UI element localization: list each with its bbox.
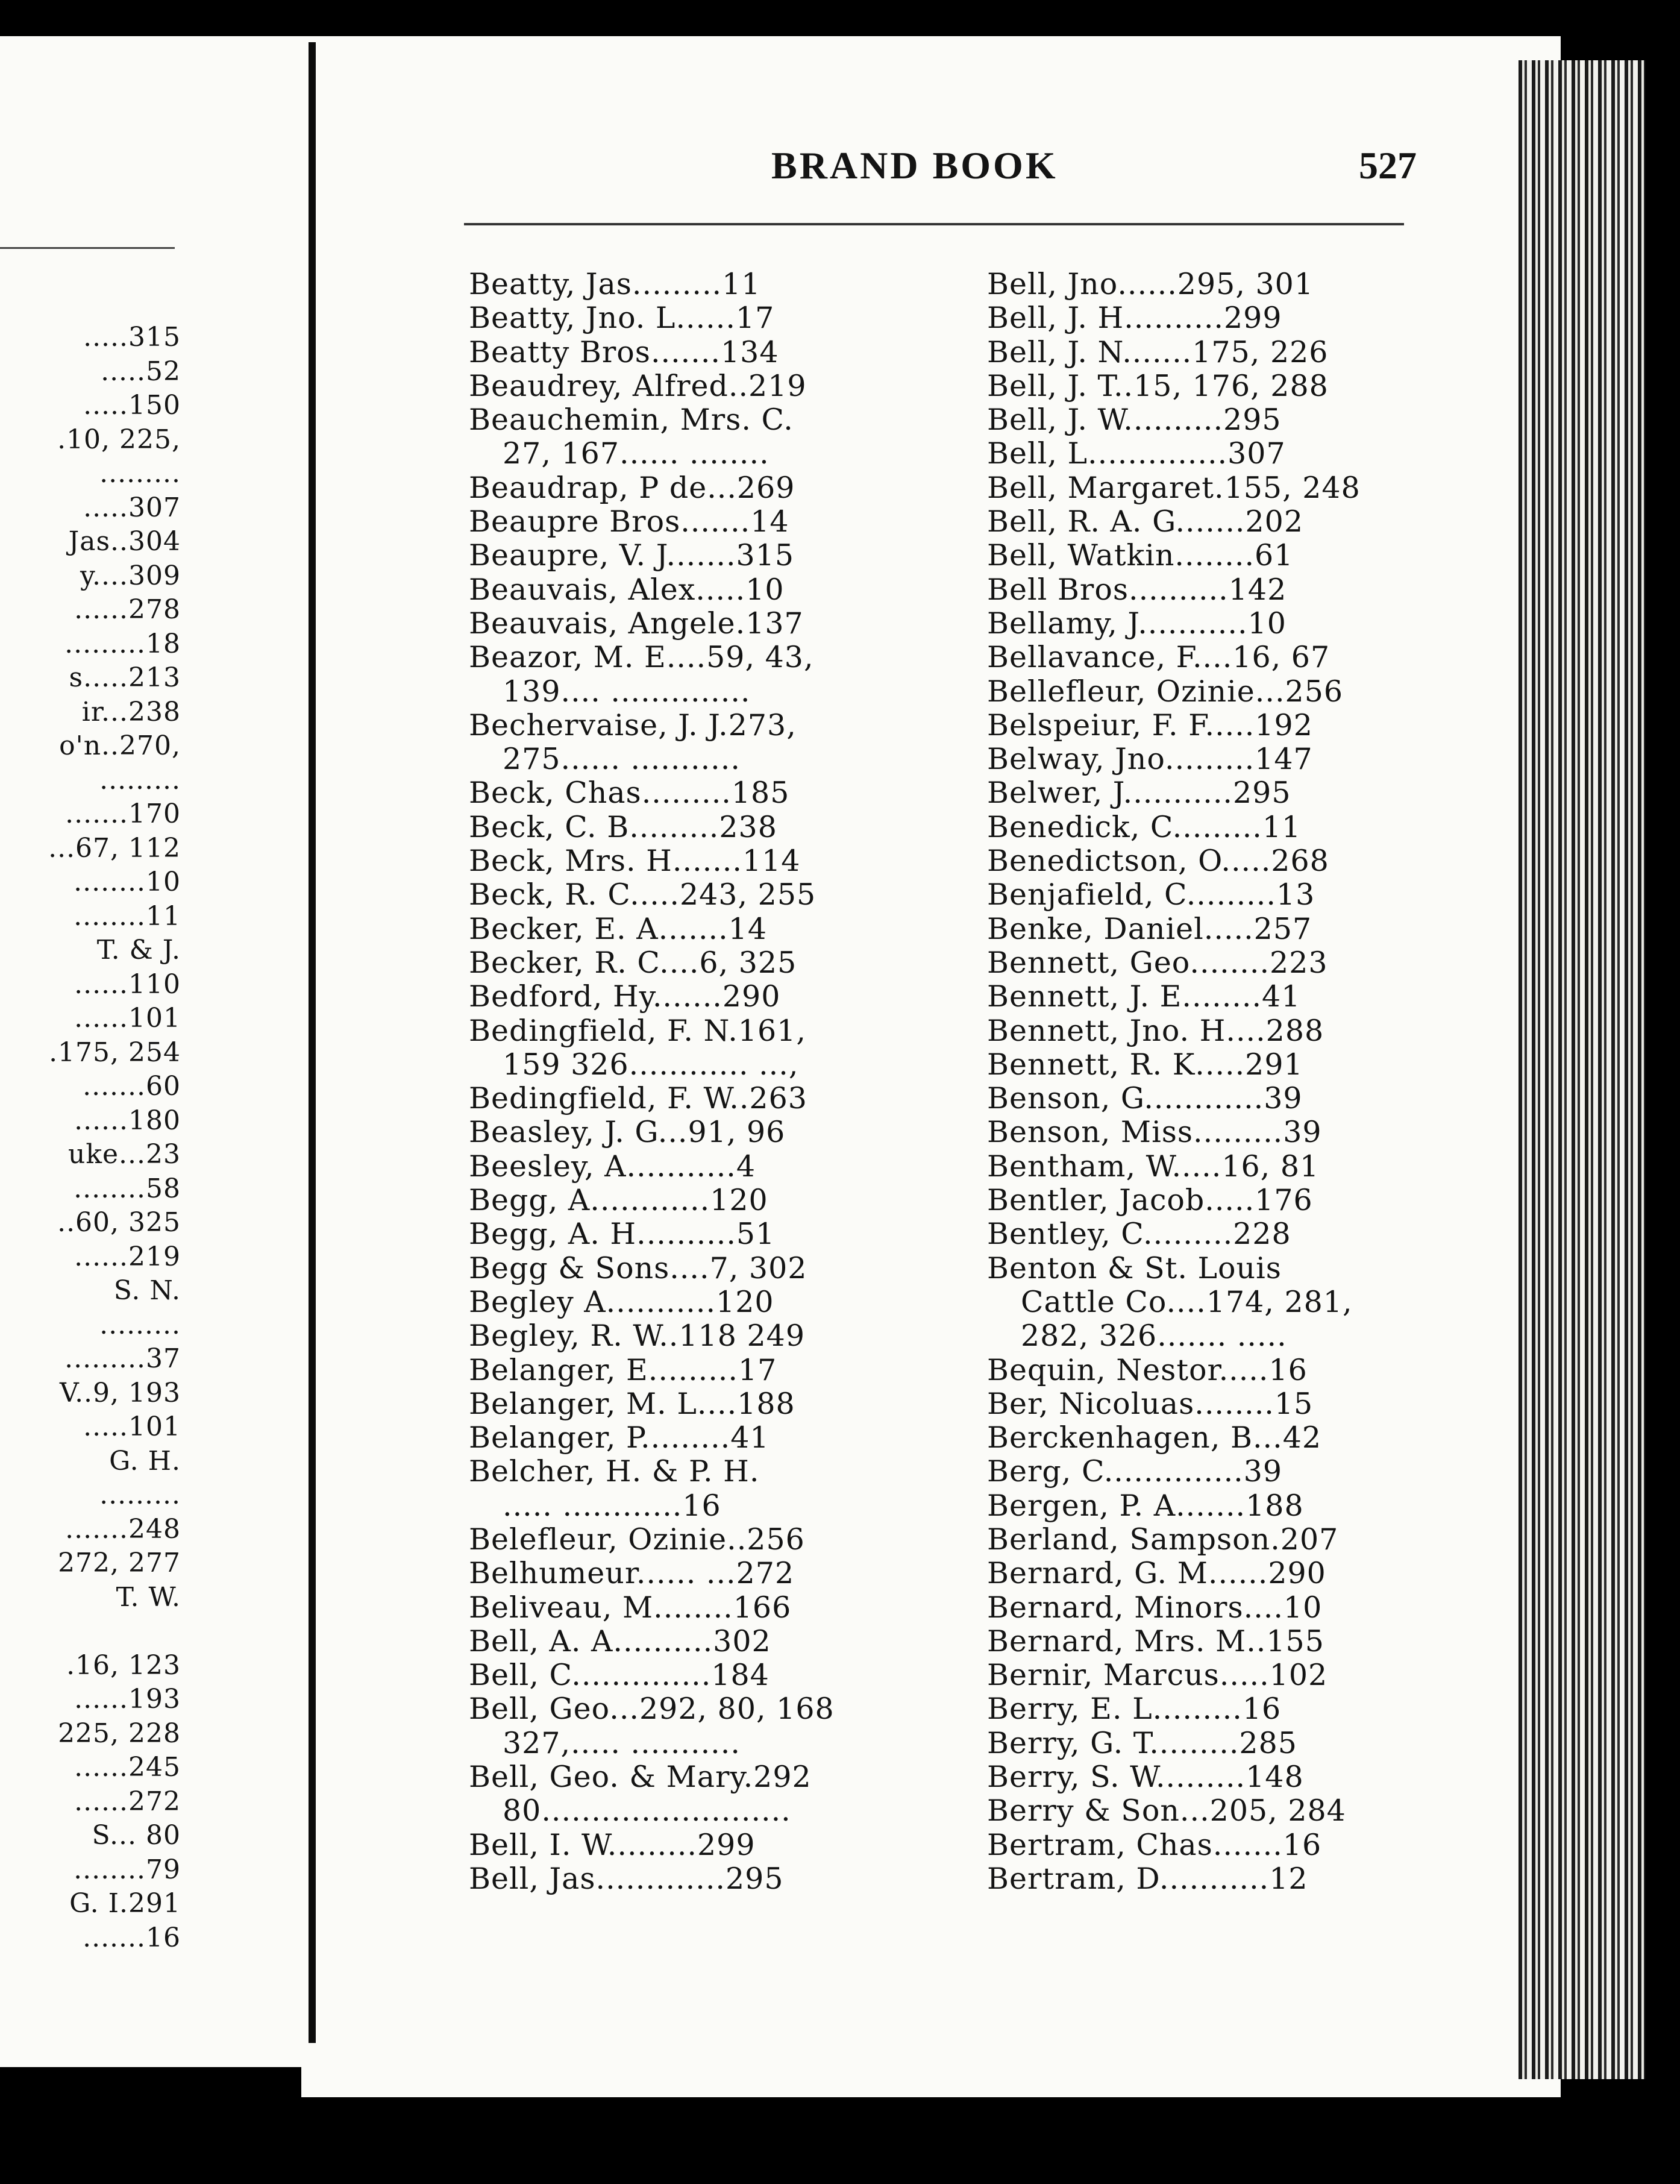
- index-entry: Belanger, M. L....188: [469, 1386, 795, 1421]
- left-page-fragment: S... 80: [92, 1820, 181, 1851]
- left-page-fragment: s.....213: [69, 662, 181, 693]
- left-page-fragment: .....307: [83, 492, 181, 523]
- index-entry: 327,..... ...........: [503, 1725, 741, 1760]
- header-rule: [464, 223, 1404, 225]
- left-page-fragment: .....101: [83, 1411, 181, 1442]
- index-entry: Bell Bros..........142: [987, 572, 1287, 607]
- index-column-right: [987, 268, 1421, 1896]
- index-entry: Bechervaise, J. J.273,: [469, 708, 797, 742]
- index-entry: Beatty Bros.......134: [469, 334, 779, 369]
- left-page-fragment: 225, 228: [58, 1718, 181, 1749]
- left-page-fragment: G. I.291: [69, 1888, 181, 1919]
- index-entry: Berry, S. W.........148: [987, 1760, 1304, 1795]
- index-entry: Bedingfield, F. N.161,: [469, 1013, 806, 1048]
- index-entry: Bernard, Mrs. M..155: [987, 1624, 1324, 1658]
- index-entry: Belhumeur...... ...272: [469, 1556, 795, 1591]
- index-entry: Bell, J. W..........295: [987, 403, 1282, 438]
- index-entry: Bennett, J. E........41: [987, 979, 1301, 1014]
- left-page-text: [0, 321, 181, 1955]
- left-page-fragment: ...67, 112: [48, 832, 181, 864]
- index-entry: Bentham, W.....16, 81: [987, 1149, 1320, 1184]
- index-entry: Bennett, Jno. H....288: [987, 1013, 1324, 1048]
- index-entry: 80.........................: [503, 1793, 791, 1828]
- index-entry: Beliveau, M........166: [469, 1590, 792, 1625]
- index-entry: 275...... ...........: [503, 742, 741, 777]
- index-entry: Bedford, Hy.......290: [469, 979, 781, 1014]
- index-entry: Benson, G............39: [987, 1081, 1303, 1116]
- index-entry: Berckenhagen, B...42: [987, 1420, 1322, 1455]
- left-page-fragment: ......193: [74, 1684, 181, 1715]
- page-header-title: BRAND BOOK: [771, 144, 1058, 187]
- index-entry: Bell, Geo...292, 80, 168: [469, 1692, 835, 1727]
- index-entry: Benton & St. Louis: [987, 1250, 1282, 1285]
- left-page-fragment: y....309: [80, 560, 181, 591]
- page-edges: [1519, 60, 1645, 2079]
- index-entry: Bedingfield, F. W..263: [469, 1081, 807, 1116]
- index-entry: Bertram, D...........12: [987, 1861, 1308, 1896]
- left-page-fragment: .10, 225,: [57, 424, 181, 455]
- left-page-fragment: S. N.: [113, 1275, 181, 1306]
- index-entry: Cattle Co....174, 281,: [1021, 1284, 1353, 1319]
- left-page-fragment: ......219: [74, 1241, 181, 1272]
- page-number: 527: [1359, 144, 1417, 187]
- index-column-left: [469, 268, 903, 1896]
- index-entry: Benke, Daniel.....257: [987, 911, 1312, 946]
- index-entry: Bequin, Nestor.....16: [987, 1352, 1308, 1387]
- index-entry: Benjafield, C.........13: [987, 877, 1315, 912]
- index-entry: Berland, Sampson.207: [987, 1522, 1339, 1557]
- index-entry: Beesley, A...........4: [469, 1149, 756, 1184]
- left-page-fragment: .......248: [65, 1513, 181, 1545]
- index-entry: Becker, E. A.......14: [469, 911, 768, 946]
- index-entry: Benson, Miss.........39: [987, 1115, 1322, 1150]
- index-entry: Bellamy, J...........10: [987, 606, 1287, 641]
- index-entry: Becker, R. C....6, 325: [469, 945, 797, 980]
- left-page-fragment: T. & J.: [96, 935, 181, 965]
- left-page-fragment: Jas..304: [68, 526, 181, 557]
- left-page-fragment: ........79: [74, 1854, 181, 1885]
- index-entry: Beauchemin, Mrs. C.: [469, 403, 794, 438]
- left-page-fragment: .....150: [83, 390, 181, 421]
- left-page-fragment: .16, 123: [66, 1649, 181, 1681]
- index-entry: Beazor, M. E....59, 43,: [469, 640, 814, 675]
- index-entry: Bell, Jno......295, 301: [987, 267, 1314, 301]
- index-entry: Beaudrey, Alfred..219: [469, 368, 807, 403]
- index-entry: Beaupre Bros.......14: [469, 504, 789, 539]
- index-entry: Belwer, J...........295: [987, 776, 1291, 811]
- index-entry: Bell, Watkin........61: [987, 538, 1294, 573]
- left-page-fragment: .......170: [65, 799, 181, 829]
- index-entry: Beck, Mrs. H.......114: [469, 844, 801, 879]
- index-entry: Bell, I. W.........299: [469, 1827, 756, 1862]
- index-entry: Beasley, J. G...91, 96: [469, 1115, 786, 1150]
- index-entry: Begg, A. H..........51: [469, 1217, 776, 1252]
- index-entry: Bell, J. H..........299: [987, 301, 1282, 336]
- index-entry: Bergen, P. A.......188: [987, 1488, 1304, 1523]
- left-page-fragment: [0, 1614, 181, 1649]
- index-entry: Beaupre, V. J.......315: [469, 538, 795, 573]
- index-entry: Bell, J. N.......175, 226: [987, 334, 1329, 369]
- index-entry: Berry, G. T.........285: [987, 1725, 1297, 1760]
- index-entry: Bell, A. A..........302: [469, 1624, 771, 1658]
- index-entry: Belway, Jno.........147: [987, 742, 1313, 777]
- index-entry: Bentley, C.........228: [987, 1217, 1291, 1252]
- left-page-fragment: ir...238: [81, 696, 181, 727]
- index-entry: Benedictson, O.....268: [987, 844, 1329, 879]
- index-entry: Belcher, H. & P. H.: [469, 1454, 760, 1489]
- index-entry: Berry & Son...205, 284: [987, 1793, 1346, 1828]
- left-page-fragment: .....315: [83, 322, 181, 353]
- left-page-fragment: .........: [99, 764, 181, 795]
- left-page-fragment: .....52: [101, 356, 181, 387]
- left-page-fragment: G. H.: [109, 1445, 181, 1476]
- left-page-fragment: ......272: [74, 1786, 181, 1817]
- index-entry: Bennett, Geo........223: [987, 945, 1328, 980]
- index-entry: Beatty, Jas.........11: [469, 267, 761, 301]
- left-page-fragment: .........: [99, 1480, 181, 1510]
- index-entry: Bell, L..............307: [987, 436, 1286, 471]
- index-entry: Beck, C. B.........238: [469, 809, 777, 844]
- index-entry: Beck, R. C.....243, 255: [469, 877, 816, 912]
- index-entry: Beauvais, Angele.137: [469, 606, 804, 641]
- left-page-fragment: ......278: [74, 594, 181, 625]
- left-page-fragment: ......245: [74, 1752, 181, 1783]
- left-page-rule: [0, 247, 175, 249]
- index-entry: Ber, Nicoluas........15: [987, 1386, 1314, 1421]
- book-spine: [309, 42, 316, 2043]
- left-page-fragment: ......110: [74, 968, 181, 1000]
- index-entry: Bernard, G. M......290: [987, 1556, 1326, 1591]
- index-entry: Berg, C..............39: [987, 1454, 1283, 1489]
- index-entry: Benedick, C.........11: [987, 809, 1302, 844]
- left-page-fragment: 272, 277: [58, 1548, 181, 1578]
- index-entry: Belefleur, Ozinie..256: [469, 1522, 805, 1557]
- index-entry: Bell, Jas.............295: [469, 1861, 784, 1896]
- left-page-fragment: ........11: [74, 900, 181, 932]
- index-entry: Bellavance, F....16, 67: [987, 640, 1331, 675]
- index-entry: 282, 326....... .....: [1021, 1319, 1287, 1354]
- index-entry: Begg, A............120: [469, 1183, 768, 1218]
- index-entry: 139.... ..............: [503, 674, 751, 709]
- left-page: [0, 36, 312, 2067]
- index-entry: Bell, C..............184: [469, 1658, 769, 1693]
- index-entry: Belanger, P.........41: [469, 1420, 769, 1455]
- left-page-fragment: ..60, 325: [57, 1207, 181, 1238]
- left-page-fragment: ......101: [74, 1003, 181, 1034]
- index-entry: Bell, Geo. & Mary.292: [469, 1760, 812, 1795]
- index-entry: Bentler, Jacob.....176: [987, 1183, 1313, 1218]
- left-page-fragment: V..9, 193: [59, 1377, 181, 1408]
- index-entry: Beatty, Jno. L......17: [469, 301, 775, 336]
- left-page-fragment: ......180: [74, 1105, 181, 1136]
- left-page-fragment: ........58: [74, 1173, 181, 1204]
- index-entry: Bernir, Marcus.....102: [987, 1658, 1328, 1693]
- left-page-fragment: .......60: [83, 1071, 181, 1102]
- left-page-fragment: ........10: [74, 867, 181, 897]
- left-page-fragment: .175, 254: [49, 1037, 181, 1068]
- index-entry: Bellefleur, Ozinie...256: [987, 674, 1344, 709]
- index-entry: Bernard, Minors....10: [987, 1590, 1323, 1625]
- left-page-fragment: uke...23: [68, 1139, 181, 1170]
- index-entry: Belanger, E.........17: [469, 1352, 777, 1387]
- index-entry: Bell, R. A. G.......202: [987, 504, 1304, 539]
- left-page-fragment: .........: [99, 1309, 181, 1340]
- left-page-fragment: .........37: [64, 1343, 181, 1374]
- index-entry: Beaudrap, P de...269: [469, 470, 795, 505]
- index-entry: 27, 167...... ........: [503, 436, 769, 471]
- index-entry: ..... ............16: [503, 1488, 721, 1523]
- left-page-fragment: .......16: [83, 1922, 181, 1953]
- left-page-fragment: .........: [99, 458, 181, 489]
- index-entry: Bertram, Chas.......16: [987, 1827, 1322, 1862]
- left-page-fragment: .........18: [64, 628, 181, 659]
- left-page-fragment: o'n..270,: [59, 730, 181, 761]
- index-entry: 159 326............ ...,: [503, 1047, 799, 1082]
- index-entry: Beauvais, Alex.....10: [469, 572, 785, 607]
- left-page-fragment: T. W.: [116, 1581, 181, 1613]
- index-entry: Bennett, R. K.....291: [987, 1047, 1303, 1082]
- index-entry: Bell, Margaret.155, 248: [987, 470, 1361, 505]
- index-entry: Beck, Chas.........185: [469, 776, 790, 811]
- index-entry: Bell, J. T..15, 176, 288: [987, 368, 1329, 403]
- index-entry: Begley, R. W..118 249: [469, 1319, 805, 1354]
- index-entry: Begg & Sons....7, 302: [469, 1250, 807, 1285]
- index-entry: Belspeiur, F. F.....192: [987, 708, 1313, 742]
- index-entry: Berry, E. L.........16: [987, 1692, 1282, 1727]
- index-entry: Begley A...........120: [469, 1284, 774, 1319]
